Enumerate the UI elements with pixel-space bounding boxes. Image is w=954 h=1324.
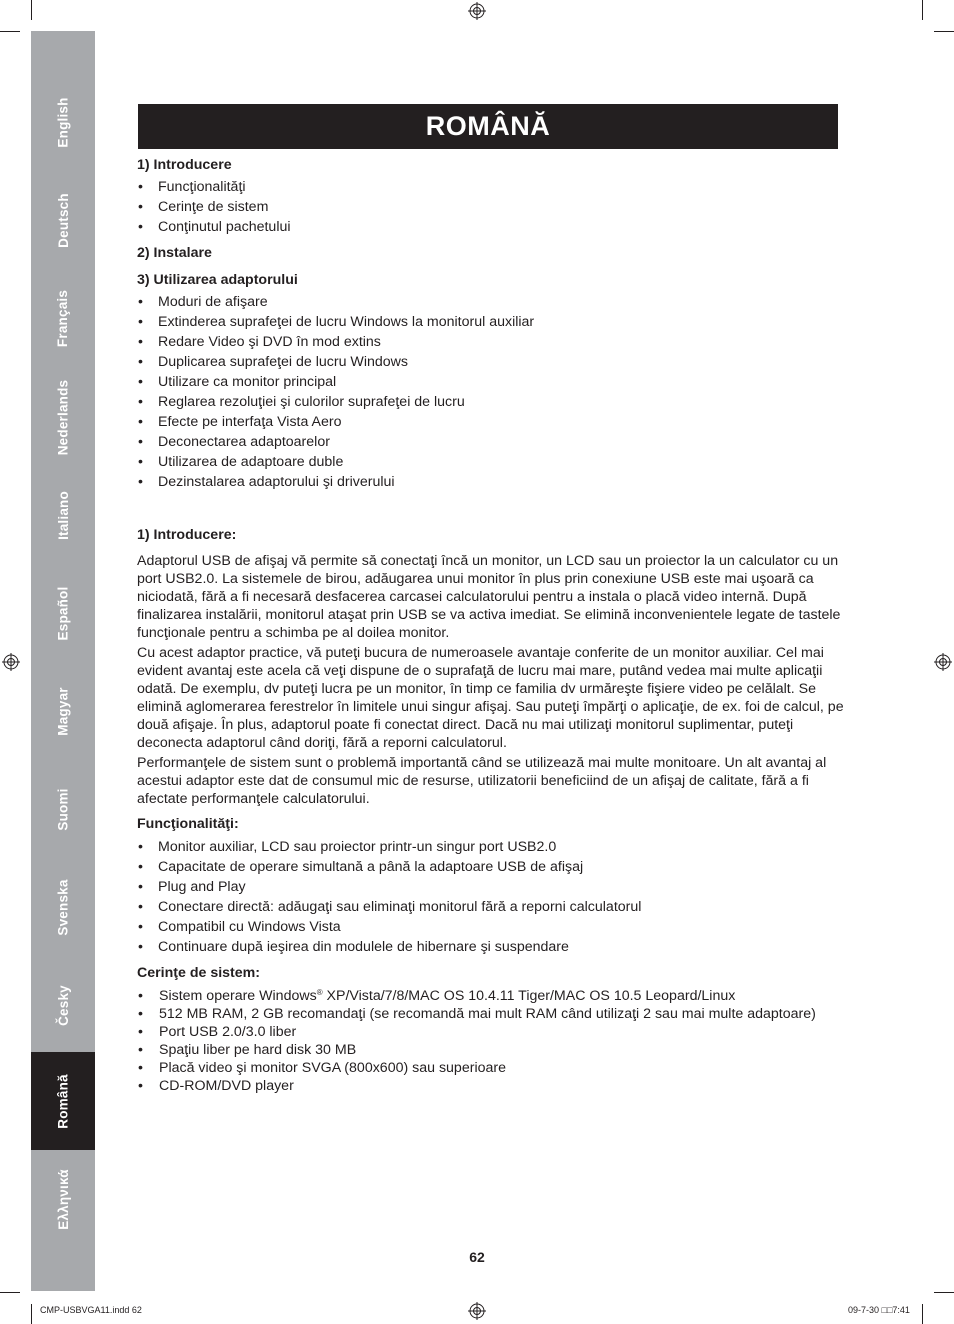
list-item: • Continuare după ieşirea din modulele de hibernare şi suspendare: [137, 938, 857, 958]
list-item: • Dezinstalarea adaptorului şi driverului: [137, 473, 857, 493]
crop-mark: [31, 1304, 32, 1324]
lang-tab-romana[interactable]: [31, 1052, 95, 1150]
lang-tab-deutsch[interactable]: [31, 171, 95, 269]
page-content: [137, 156, 857, 1095]
requirements-list: [137, 987, 857, 1095]
lang-tab-label: Español: [55, 586, 71, 640]
list-item: • Redare Video şi DVD în mod extins: [137, 333, 857, 353]
lang-tab-label: Magyar: [55, 686, 71, 736]
lang-tab-italiano[interactable]: [31, 466, 95, 564]
list-item: • CD-ROM/DVD player: [137, 1077, 857, 1095]
crop-mark: [934, 31, 954, 32]
intro-paragraph: Adaptorul USB de afişaj vă permite să conectaţi încă un monitor, un LCD sau un proiector la un calculator cu un port USB2.0. La sistemele de birou, adăugarea unui monitor în plus prin conexiune USB este mai uşoară ca niciodată, fără a fi necesară desfacerea carcasei calculatorului pentru a instala o placă video internă. După finalizarea instalării, monitorul ataşat prin USB se va activa imediat. Se elimină inconvenientele legate de tastele funcţionale pentru a schimba pe al doilea monitor.: [137, 553, 841, 641]
crop-mark: [0, 1292, 20, 1293]
crop-mark: [0, 31, 20, 32]
language-sidebar: [31, 31, 95, 1291]
list-item: • Cerinţe de sistem: [137, 198, 857, 218]
list-item: [137, 987, 857, 1005]
lang-tab-ellinika[interactable]: [31, 1150, 95, 1248]
lang-tab-label: Nederlands: [55, 379, 71, 455]
lang-tab-suomi[interactable]: [31, 760, 95, 858]
lang-tab-label: Česky: [55, 984, 71, 1026]
lang-tab-label: Italiano: [55, 490, 71, 540]
lang-tab-svenska[interactable]: [31, 858, 95, 956]
features-heading: Funcţionalităţi:: [137, 816, 239, 832]
lang-tab-label: Ελληνικά: [55, 1168, 71, 1230]
lang-tab-label: English: [55, 96, 71, 148]
intro-heading: 1) Introducere:: [137, 527, 237, 543]
registration-mark-icon: [468, 1302, 486, 1320]
crop-mark: [31, 0, 32, 20]
list-item: • Efecte pe interfaţa Vista Aero: [137, 413, 857, 433]
registration-mark-icon: [934, 653, 952, 671]
intro-paragraph: Performanţele de sistem sunt o problemă importantă când se utilizează mai multe monitoare. Un alt avantaj al acestui adaptor este dat de consumul mic de resurse, utilizatorii beneficiind de un afişaj de calitate, fără a fi afectate performanţele calculatorului.: [137, 755, 827, 807]
list-item: • Monitor auxiliar, LCD sau proiector printr-un singur port USB2.0: [137, 838, 857, 858]
lang-tab-label: Svenska: [55, 878, 71, 936]
page-number: 62: [469, 1249, 485, 1265]
list-item: • Extinderea suprafeţei de lucru Windows la monitorul auxiliar: [137, 313, 857, 333]
list-item: • Placă video şi monitor SVGA (800x600) sau superioare: [137, 1059, 857, 1077]
lang-tab-label: Français: [55, 289, 71, 347]
list-item: • Plug and Play: [137, 878, 857, 898]
os-requirement-text: Sistem operare Windows: [159, 988, 317, 1004]
file-slug: CMP-USBVGA11.indd 62: [40, 1305, 142, 1315]
registration-mark-icon: [2, 653, 20, 671]
lang-tab-label: Română: [55, 1073, 71, 1129]
requirements-heading: Cerinţe de sistem:: [137, 965, 260, 981]
lang-tab-english[interactable]: [31, 73, 95, 171]
list-item: • Moduri de afişare: [137, 293, 857, 313]
list-item: • Deconectarea adaptoarelor: [137, 433, 857, 453]
lang-tab-espanol[interactable]: [31, 564, 95, 662]
registered-mark: ®: [316, 988, 323, 997]
list-item: • Port USB 2.0/3.0 liber: [137, 1023, 857, 1041]
list-item: • 512 MB RAM, 2 GB recomandaţi (se recomandă mai mult RAM când utilizaţi 2 sau mai multe adaptoare): [137, 1005, 857, 1023]
intro-paragraph: Cu acest adaptor practice, vă puteţi bucura de numeroasele avantaje conferite de un monitor auxiliar. Cel mai evident avantaj este acela că veţi dispune de o suprafaţă de lucru mai mare, putând vedea mai multe aplicaţii odată. De exemplu, dv puteţi lucra pe un monitor, în timp ce familia dv urmăreşte fişiere video pe celălalt. Se elimină aglomerarea ferestrelor în limitele unui singur afişaj. Sau puteţi împărţi o aplicaţie, de ex. foi de calcul, pe două afişaje. În plus, adaptorul poate fi conectat direct. Dacă nu mai utilizaţi monitorul suplimentar, puteţi deconecta adaptorul când doriţi, fără a reporni calculatorul.: [137, 645, 844, 751]
list-item: • Duplicarea suprafeţei de lucru Windows: [137, 353, 857, 373]
os-requirement-versions: XP/Vista/7/8/MAC OS 10.4.11 Tiger/MAC OS 10.5 Leopard/Linux: [322, 988, 736, 1004]
list-item: • Utilizare ca monitor principal: [137, 373, 857, 393]
toc-heading-utilizarea: 3) Utilizarea adaptorului: [137, 272, 298, 288]
toc-list-introducere: [137, 178, 857, 238]
lang-tab-label: Suomi: [55, 787, 71, 831]
list-item: • Funcţionalităţi: [137, 178, 857, 198]
date-slug: 09-7-30 □□7:41: [848, 1305, 910, 1315]
list-item: • Utilizarea de adaptoare duble: [137, 453, 857, 473]
lang-tab-francais[interactable]: [31, 269, 95, 367]
features-list: [137, 838, 857, 958]
list-item: • Capacitate de operare simultană a până la adaptoare USB de afişaj: [137, 858, 857, 878]
section-title-bar: [138, 104, 838, 149]
list-item: • Conţinutul pachetului: [137, 218, 857, 238]
lang-tab-nederlands[interactable]: [31, 368, 95, 466]
toc-list-utilizarea: [137, 293, 857, 493]
registration-mark-icon: [468, 2, 486, 20]
list-item: • Reglarea rezoluţiei şi culorilor suprafeţei de lucru: [137, 393, 857, 413]
crop-mark: [922, 1304, 923, 1324]
list-item: • Compatibil cu Windows Vista: [137, 918, 857, 938]
toc-heading-introducere: 1) Introducere: [137, 157, 232, 173]
list-item: • Spaţiu liber pe hard disk 30 MB: [137, 1041, 857, 1059]
page-title: ROMÂNĂ: [425, 111, 551, 141]
toc-heading-instalare: 2) Instalare: [137, 245, 212, 261]
crop-mark: [934, 1292, 954, 1293]
crop-mark: [922, 0, 923, 20]
lang-tab-cesky[interactable]: [31, 956, 95, 1054]
lang-tab-magyar[interactable]: [31, 662, 95, 760]
list-item: • Conectare directă: adăugaţi sau eliminaţi monitorul fără a reporni calculatorul: [137, 898, 857, 918]
lang-tab-label: Deutsch: [55, 192, 71, 248]
